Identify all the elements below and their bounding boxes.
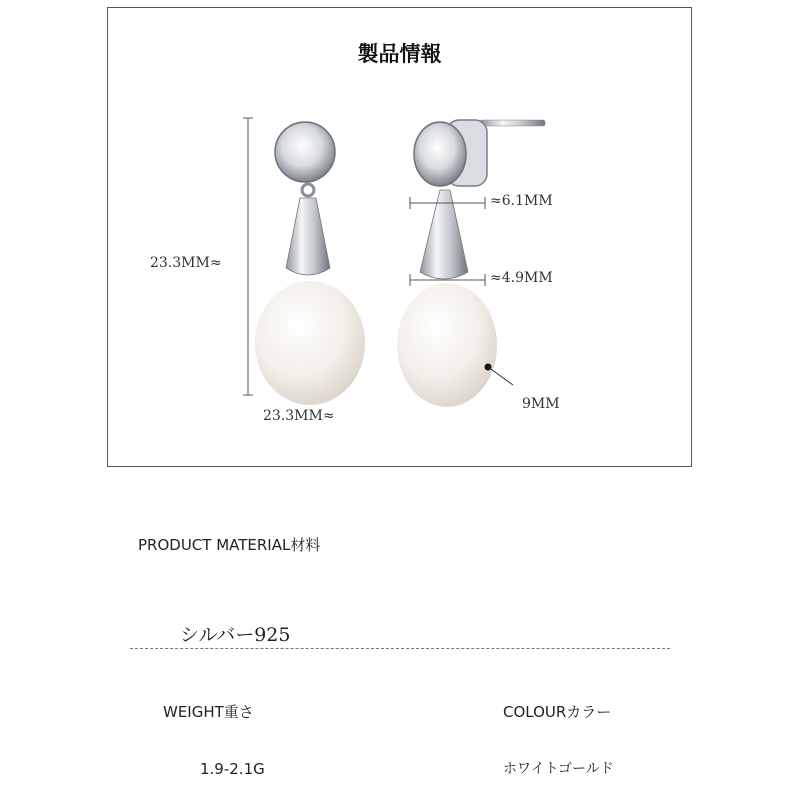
section-divider: [130, 648, 670, 649]
earring-side-view: [397, 120, 545, 407]
height-dimension-label: 23.3MM≈: [150, 255, 222, 271]
material-heading: PRODUCT MATERIAL材料: [138, 536, 321, 554]
weight-value: 1.9-2.1G: [200, 760, 265, 778]
width-dimension-label: 23.3MM≈: [263, 408, 335, 424]
bottom-width-label: ≈4.9MM: [490, 270, 553, 286]
weight-heading: WEIGHT重さ: [163, 703, 254, 721]
earring-front-view: [255, 122, 365, 405]
material-value: シルバー925: [180, 624, 291, 646]
colour-value: ホワイトゴールド: [503, 761, 614, 777]
pearl-size-label: 9MM: [522, 396, 560, 412]
height-dimension-line: [243, 118, 253, 395]
panel-title: 製品情報: [357, 41, 442, 66]
colour-heading: COLOURカラー: [503, 703, 612, 721]
top-width-label: ≈6.1MM: [490, 193, 553, 209]
